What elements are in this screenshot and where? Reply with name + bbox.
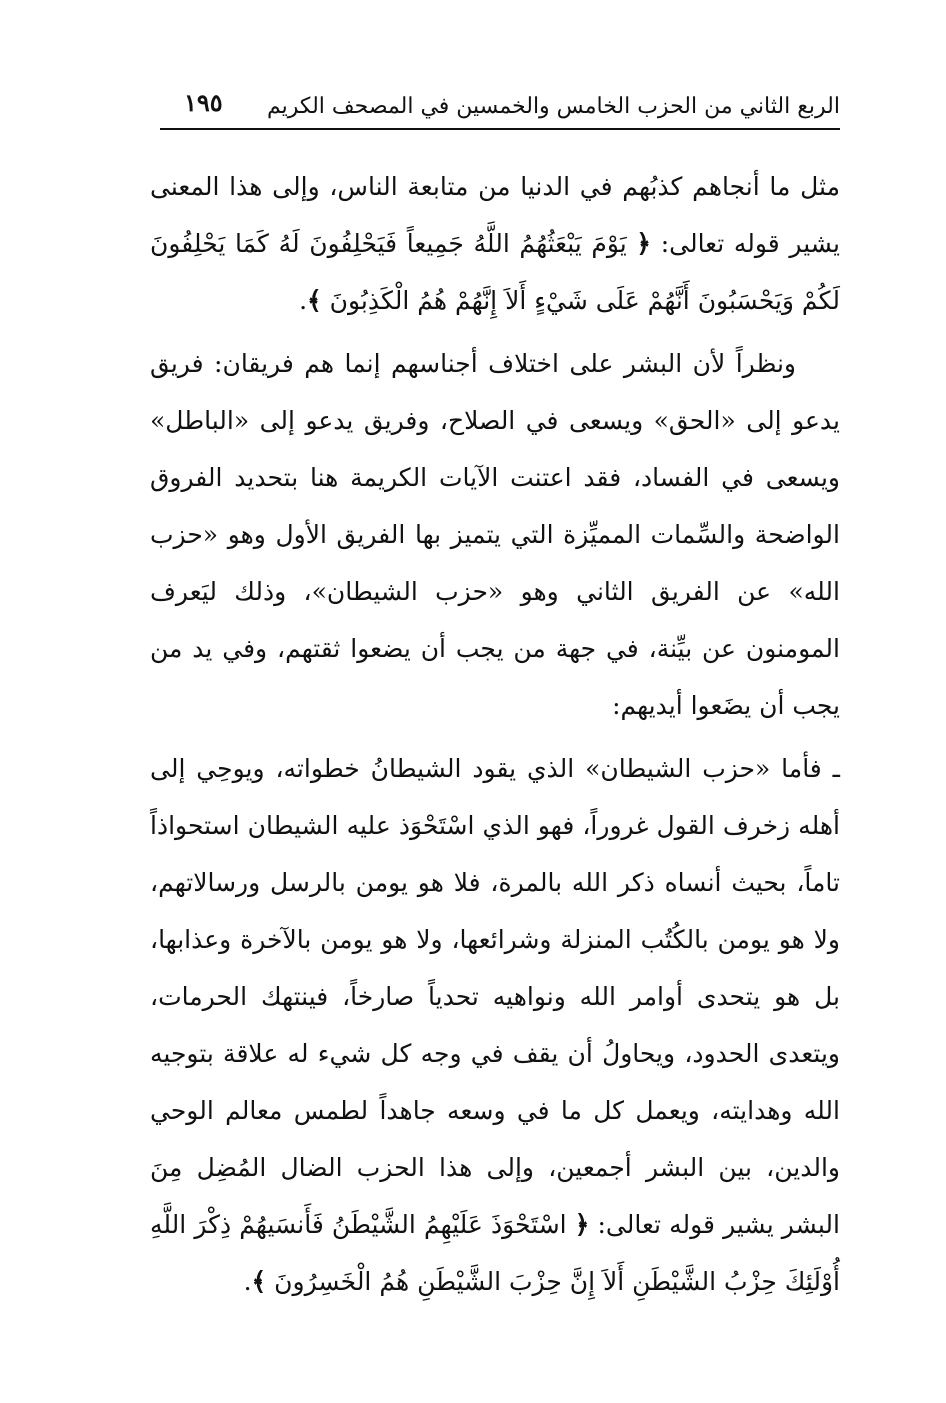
paragraph-3-end: . [243, 1267, 252, 1296]
quran-verse: اسْتَحْوَذَ عَلَيْهِمُ الشَّيْطَنُ فَأَنسَيهُمْ ذِكْرَ اللَّهِ أُوْلَئِكَ حِزْبُ الشَّيْطَنِ أَلاَ إِنَّ حِزْبَ الشَّيْطَنِ هُمُ الْخَسِرُونَ [150, 1210, 840, 1296]
header-rule [160, 128, 840, 130]
paragraph-2: ونظراً لأن البشر على اختلاف أجناسهم إنما هم فريقان: فريق يدعو إلى «الحق» ويسعى في الصلاح، وفريق يدعو إلى «الباطل» ويسعى في الفساد، فقد اعتنت الآيات الكريمة هنا بتحديد الفروق الواضحة والسِّمات المميِّزة التي يتميز بها الفريق الأول وهو «حزب الله» عن الفريق الثاني وهو «حزب الشيطان»، وذلك ليَعرف المومنون عن بيِّنة، في جهة من يجب أن يضعوا ثقتهم، وفي يد من يجب أن يضَعوا أيديهم: [150, 349, 840, 720]
page-number: ١٩٥ [184, 88, 223, 117]
paragraph-1-text: مثل ما أنجاهم كذبُهم في الدنيا من متابعة الناس، وإلى هذا المعنى يشير قوله تعالى: [150, 172, 840, 258]
body-text [150, 158, 840, 1316]
paragraph-3-text: ـ فأما «حزب الشيطان» الذي يقود الشيطانُ خطواته، ويوحِي إلى أهله زخرف القول غروراً، فهو الذي اسْتَحْوَذ عليه الشيطان استحواذاً تاماً، بحيث أنساه ذكر الله بالمرة، فلا هو يومن بالرسل ورسالاتهم، ولا هو يومن بالكُتُب المنزلة وشرائعها، ولا هو يومن بالآخرة وعذابها، بل هو يتحدى أوامر الله ونواهيه تحدياً صارخاً، فينتهك الحرمات، ويتعدى الحدود، ويحاولُ أن يقف في وجه كل شيء له علاقة بتوجيه الله وهدايته، ويعمل كل ما في وسعه جاهداً لطمس معالم الوحي والدين، بين البشر أجمعين، وإلى هذا الحزب الضال المُضِل مِنَ البشر يشير قوله تعالى: [150, 754, 840, 1239]
paragraph-1-end: . [299, 286, 308, 315]
running-title: الربع الثاني من الحزب الخامس والخمسين في المصحف الكريم [267, 94, 840, 119]
paragraph-1 [150, 158, 840, 329]
page-header [160, 84, 840, 128]
quran-open-bracket: ﴿ [574, 1210, 590, 1239]
quran-close-bracket: ﴾ [307, 286, 322, 315]
quran-open-bracket: ﴿ [636, 229, 652, 258]
paragraph-3 [150, 740, 840, 1310]
quran-close-bracket: ﴾ [251, 1267, 267, 1296]
quran-verse: يَوْمَ يَبْعَثُهُمُ اللَّهُ جَمِيعاً فَيَحْلِفُونَ لَهُ كَمَا يَحْلِفُونَ لَكُمْ وَيَحْسَبُونَ أَنَّهُمْ عَلَى شَيْءٍ أَلاَ إِنَّهُمْ هُمُ الْكَذِبُونَ [150, 229, 840, 315]
